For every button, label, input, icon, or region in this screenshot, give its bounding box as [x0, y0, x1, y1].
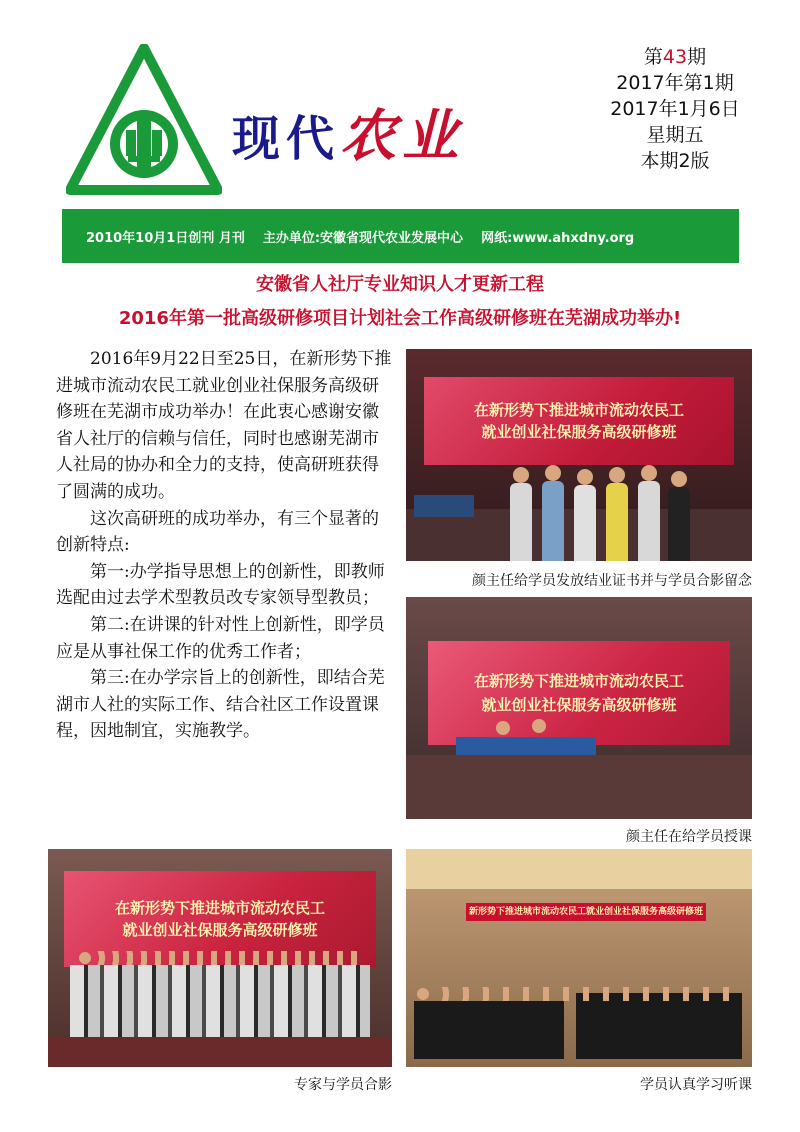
issue-date: 2017年1月6日	[610, 98, 740, 120]
article-paragraph: 第二:在讲课的针对性上创新性，即学员应是从事社保工作的优秀工作者；	[56, 614, 385, 662]
issue-number: 第43期	[643, 46, 707, 68]
article-paragraph: 第一:办学指导思想上的创新性，即教师选配由过去学术型教员改专家领导型教员；	[56, 561, 385, 609]
issue-info	[590, 44, 760, 174]
title-prefix: 现代	[232, 111, 341, 167]
article-paragraph: 这次高研班的成功举办，有三个显著的创新特点:	[56, 508, 379, 556]
founded-text: 2010年10月1日创刊 月刊	[86, 230, 245, 246]
caption-group: 专家与学员合影	[294, 1077, 392, 1093]
caption-lecture: 颜主任在给学员授课	[626, 829, 752, 845]
photo-group: 在新形势下推进城市流动农民工 就业创业社保服务高级研修班	[48, 849, 392, 1067]
article-paragraph: 第三:在办学宗旨上的创新性，即结合芜湖市人社的实际工作、结合社区工作设置课程，因地制宜，实施教学。	[56, 668, 385, 742]
sponsor-text: 主办单位:安徽省现代农业发展中心	[262, 230, 464, 246]
photo-classroom	[406, 849, 752, 1067]
masthead-banner	[62, 209, 739, 263]
title-calligraphy: 农业	[340, 103, 465, 169]
newspaper-title	[232, 92, 464, 172]
photo-certificate-ceremony: 在新形势下推进城市流动农民工 就业创业社保服务高级研修班	[406, 349, 752, 561]
issue-pages: 本期2版	[640, 150, 710, 172]
headline-primary: 安徽省人社厅专业知识人才更新工程	[256, 274, 544, 295]
photo-lecture: 在新形势下推进城市流动农民工 就业创业社保服务高级研修班	[406, 597, 752, 819]
caption-classroom: 学员认真学习听课	[640, 1077, 752, 1093]
website-text[interactable]: 网纸:www.ahxdny.org	[481, 230, 635, 246]
headline-secondary: 2016年第一批高级研修项目计划社会工作高级研修班在芜湖成功举办!	[118, 308, 682, 329]
logo-emblem-icon	[66, 44, 222, 196]
caption-certificate: 颜主任给学员发放结业证书并与学员合影留念	[472, 573, 752, 589]
year-issue: 2017年第1期	[616, 72, 734, 94]
classroom-banner-text: 新形势下推进城市流动农民工就业创业社保服务高级研修班	[468, 907, 703, 917]
issue-weekday: 星期五	[646, 124, 704, 146]
article-paragraph: 2016年9月22日至25日，在新形势下推进城市流动农民工就业创业社保服务高级研修班在芜湖市成功举办！在此衷心感谢安徽省人社厅的信赖与信任，同时也感谢芜湖市人社局的协办和全力的支持，使高研班获得了圆满的成功。	[56, 349, 392, 502]
article-body	[56, 346, 394, 745]
